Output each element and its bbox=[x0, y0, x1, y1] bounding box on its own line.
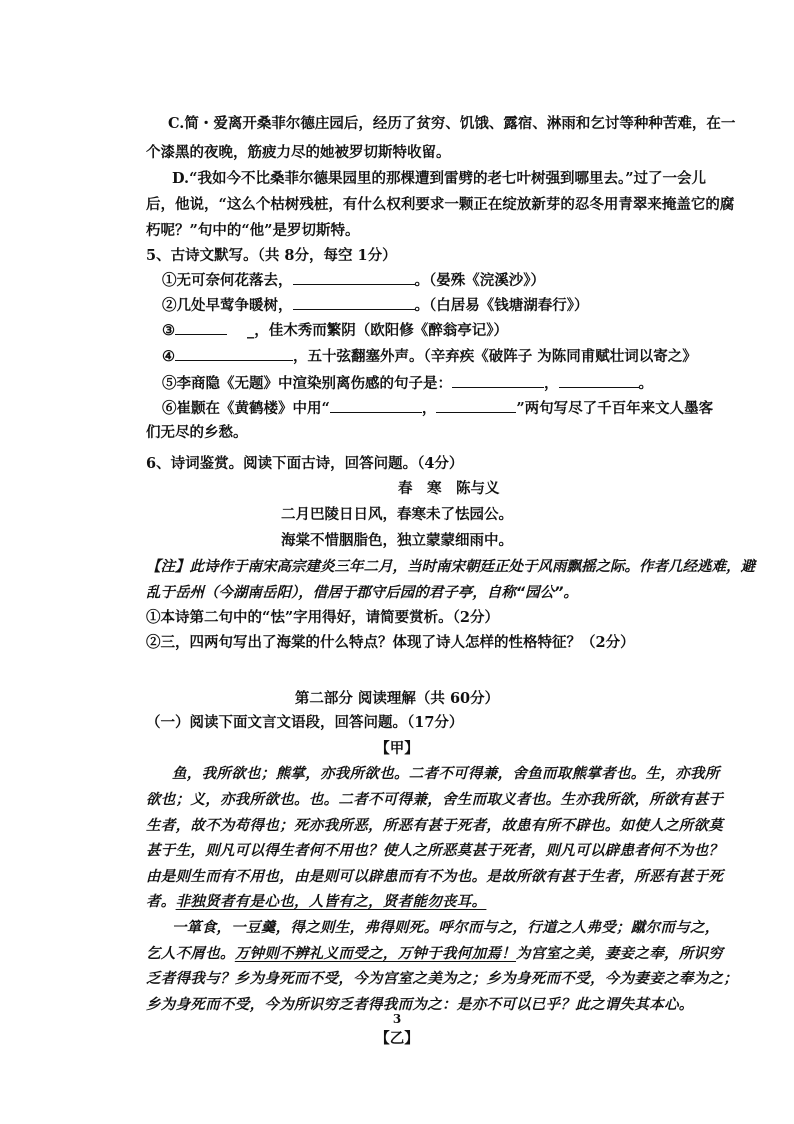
q5-item-5-blank-b[interactable] bbox=[559, 373, 639, 388]
q5-item-6-sep: ， bbox=[421, 400, 437, 417]
poem-line-1: 二月巴陵日日风，春寒未了怯园公。 bbox=[281, 506, 513, 523]
section-1-header: （一）阅读下面文言文语段，回答问题。（17分） bbox=[146, 714, 464, 731]
q4-option-d-line3: 朽呢？”句中的“他”是罗切斯特。 bbox=[146, 222, 360, 239]
q5-item-4-prefix: ④ bbox=[162, 348, 175, 365]
q4-option-d-line2: 后，他说，“这么个枯树残桩，有什么权利要求一颗正在绽放新芽的忍冬用青翠来掩盖它的腐 bbox=[146, 196, 735, 213]
passage-jia-p1-line4: 甚于生，则凡可以得生者何不用也？使人之所恶莫甚于死者，则凡可以辟患者何不为也？ bbox=[146, 843, 724, 859]
passage-jia-p2-line4: 乡为身死而不受，今为所识穷乏者得我而为之：是亦不可以已乎？此之谓失其本心。 bbox=[146, 997, 694, 1013]
q5-item-6 bbox=[162, 398, 713, 418]
passage-jia-p2-line2 bbox=[146, 945, 723, 963]
page-number: 3 bbox=[392, 1012, 402, 1026]
q5-item-4 bbox=[162, 346, 697, 366]
q5-item-1 bbox=[162, 270, 545, 290]
passage-jia-p2-line3: 乏者得我与？乡为身死而不受，今为宫室之美为之；乡为身死而不受，今为妻妾之奉为之； bbox=[146, 971, 738, 987]
poem-note-line1: 【注】此诗作于南宋高宗建炎三年二月，当时南宋朝廷正处于风雨飘摇之际。作者几经逃难，避 bbox=[146, 559, 755, 575]
passage-jia-p1-line3: 生者，故不为苟得也；死亦我所恶，所恶有甚于死者，故患有所不辟也。如使人之所欲莫 bbox=[146, 818, 724, 834]
q5-item-1-prefix: ①无可奈何花落去， bbox=[162, 272, 293, 289]
passage-jia-p2-line1: 一箪食，一豆羹，得之则生，弗得则死。呼尔而与之，行道之人弗受；蹴尔而与之， bbox=[172, 920, 720, 936]
q5-item-6-blank-b[interactable] bbox=[436, 398, 516, 413]
q5-item-2 bbox=[162, 295, 589, 315]
q5-item-4-suffix: ，五十弦翻塞外声。（辛弃疾《破阵子 为陈同甫赋壮词以寄之》 bbox=[293, 348, 697, 365]
q6-subquestion-1: ①本诗第二句中的“怯”字用得好，请简要赏析。（2分） bbox=[146, 609, 500, 626]
part2-title: 第二部分 阅读理解（共 60分） bbox=[294, 690, 500, 707]
passage-jia-p1-line6-a: 者。 bbox=[146, 894, 176, 910]
poem-title: 春 寒 陈与义 bbox=[398, 480, 500, 497]
passage-jia-p1-line5: 由是则生而有不用也，由是则可以辟患而有不为也。是故所欲有甚于生者，所恶有甚于死 bbox=[146, 869, 724, 885]
q5-item-3-blank[interactable] bbox=[175, 320, 227, 335]
passage-jia-p1-line6 bbox=[146, 893, 486, 911]
passage-jia-p1-line2: 欲也；义，亦我所欲也。也。二者不可得兼，舍生而取义者也。生亦我所欲，所欲有甚于 bbox=[146, 792, 724, 808]
passage-jia-p1-line1: 鱼，我所欲也；熊掌，亦我所欲也。二者不可得兼，舍鱼而取熊掌者也。生，亦我所 bbox=[172, 766, 720, 782]
q5-item-6-line2: 们无尽的乡愁。 bbox=[146, 424, 248, 441]
q5-item-6-blank-a[interactable] bbox=[330, 398, 422, 413]
passage-jia-label: 【甲】 bbox=[375, 740, 419, 757]
q5-item-4-blank[interactable] bbox=[175, 346, 293, 361]
q5-item-3-suffix: ，佳木秀而繁阴（欧阳修《醉翁亭记》） bbox=[254, 322, 508, 339]
q5-item-5 bbox=[162, 373, 653, 393]
q5-item-2-suffix: 。（白居易《钱塘湖春行》） bbox=[414, 297, 589, 314]
q5-item-2-prefix: ②几处早莺争暖树， bbox=[162, 297, 293, 314]
q4-option-d-line1: D.“我如今不比桑菲尔德果园里的那棵遭到雷劈的老七叶树强到哪里去。”过了一会儿 bbox=[172, 170, 707, 187]
q4-option-c-line1: C.简・爱离开桑菲尔德庄园后，经历了贫穷、饥饿、露宿、淋雨和乞讨等种种苦难，在一 bbox=[168, 115, 736, 132]
q5-item-1-blank[interactable] bbox=[293, 270, 415, 285]
q5-item-5-blank-a[interactable] bbox=[452, 373, 544, 388]
q5-item-3-prefix: ③ bbox=[162, 322, 175, 339]
q5-item-2-blank[interactable] bbox=[293, 295, 415, 310]
passage-jia-p2-line2-a: 乞人不屑也。 bbox=[146, 946, 235, 962]
passage-jia-underlined-sentence-1: 非独贤者有是心也，人皆有之，贤者能勿丧耳。 bbox=[175, 894, 487, 910]
poem-line-2: 海棠不惜胭脂色，独立蒙蒙细雨中。 bbox=[281, 532, 513, 549]
q5-item-3-mid: _ bbox=[247, 322, 255, 339]
q5-item-6-prefix: ⑥崔颢在《黄鹤楼》中用“ bbox=[162, 400, 330, 417]
q5-item-6-suffix: ”两句写尽了千百年来文人墨客 bbox=[516, 400, 714, 417]
q5-header: 5、古诗文默写。（共 8分，每空 1分） bbox=[146, 247, 397, 264]
q5-item-5-end: 。 bbox=[638, 375, 653, 392]
q4-option-c-line2: 个漆黑的夜晚，筋疲力尽的她被罗切斯特收留。 bbox=[146, 144, 451, 161]
q5-item-5-prefix: ⑤李商隐《无题》中渲染别离伤感的句子是： bbox=[162, 375, 452, 392]
q5-item-1-suffix: 。（晏殊《浣溪沙》） bbox=[414, 272, 545, 289]
poem-note-line2: 乱于岳州（今湖南岳阳），借居于郡守后园的君子亭，自称“园公”。 bbox=[146, 585, 578, 601]
passage-yi-label: 【乙】 bbox=[375, 1030, 419, 1047]
q5-item-3 bbox=[162, 320, 508, 340]
q6-header: 6、诗词鉴赏。阅读下面古诗，回答问题。（4分） bbox=[146, 455, 464, 472]
q6-subquestion-2: ②三，四两句写出了海棠的什么特点？体现了诗人怎样的性格特征？（2分） bbox=[146, 634, 635, 651]
q5-item-5-sep: ， bbox=[544, 375, 559, 392]
passage-jia-underlined-sentence-2: 万钟则不辨礼义而受之，万钟于我何加焉！ bbox=[234, 946, 517, 962]
passage-jia-p2-line2-c: 为宫室之美，妻妾之奉，所识穷 bbox=[516, 946, 724, 962]
